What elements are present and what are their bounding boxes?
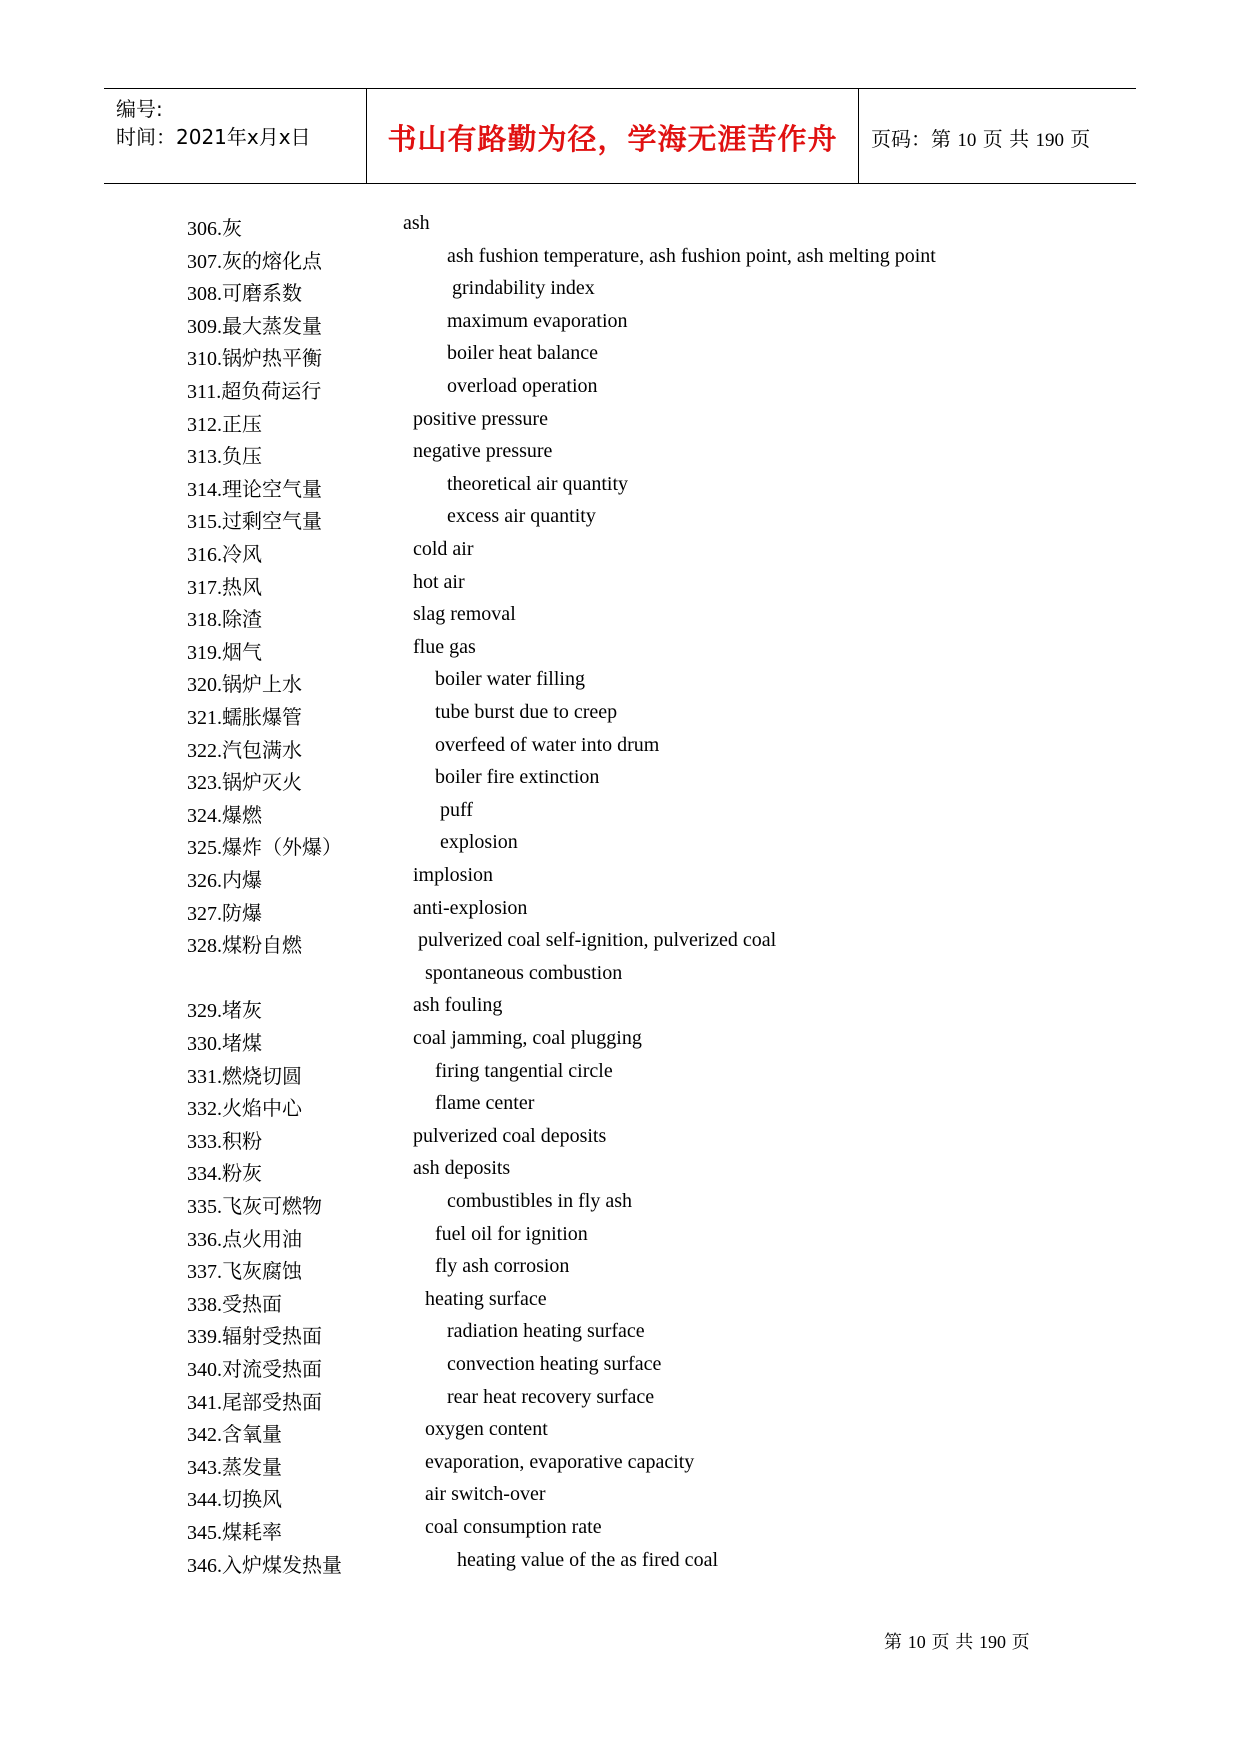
- entry-translation: convection heating surface: [447, 1353, 662, 1375]
- entry-term: 317.热风: [187, 576, 262, 599]
- entry-term: 332.火焰中心: [187, 1098, 302, 1121]
- entry-translation: overload operation: [447, 375, 598, 397]
- entry-translation: positive pressure: [413, 407, 548, 430]
- entry-translation: ash deposits: [413, 1157, 511, 1180]
- header-page-prefix: 页码：第: [871, 127, 951, 151]
- header-info-cell: [104, 89, 367, 183]
- entry-term: 340.对流受热面: [187, 1359, 322, 1381]
- entry-term: 335.飞灰可燃物: [187, 1196, 322, 1218]
- entry-translation: flue gas: [413, 635, 476, 658]
- entry-term: 322.汽包满水: [187, 739, 302, 762]
- glossary-entry: [0, 342, 1241, 374]
- entry-term: 339.辐射受热面: [187, 1326, 322, 1349]
- glossary-entry: [0, 1549, 1241, 1581]
- glossary-entry: [0, 897, 1241, 929]
- entry-translation: slag removal: [413, 603, 516, 626]
- entry-term: 336.点火用油: [187, 1228, 302, 1251]
- glossary-entry: [0, 1125, 1241, 1157]
- motto-text: 书山有路勤为径，学海无涯苦作舟: [387, 122, 838, 156]
- entry-term: 333.积粉: [187, 1130, 262, 1153]
- glossary-entry: [0, 1418, 1241, 1450]
- entry-translation: excess air quantity: [447, 505, 596, 528]
- entry-term: 325.爆炸（外爆）: [187, 837, 342, 860]
- entry-translation: hot air: [413, 570, 465, 593]
- glossary-entry: [0, 1157, 1241, 1189]
- glossary-entry: [0, 1190, 1241, 1222]
- glossary-entry: [0, 538, 1241, 570]
- glossary-entry: [0, 929, 1241, 961]
- entry-translation: air switch-over: [425, 1483, 546, 1506]
- entry-term: 310.锅炉热平衡: [187, 348, 322, 371]
- entry-translation: coal jamming, coal plugging: [413, 1027, 642, 1049]
- entry-term: 312.正压: [187, 413, 262, 436]
- serial-label: 编号:: [116, 97, 163, 121]
- glossary-entry: [0, 505, 1241, 537]
- entry-translation: negative pressure: [413, 440, 553, 463]
- entry-translation: combustibles in fly ash: [447, 1190, 632, 1212]
- entry-term: 343.蒸发量: [187, 1456, 282, 1479]
- entry-term: 316.冷风: [187, 544, 262, 566]
- entry-term: 342.含氧量: [187, 1424, 282, 1447]
- entry-translation: ash: [403, 212, 430, 234]
- glossary-entry: [0, 636, 1241, 668]
- glossary-entry: [0, 994, 1241, 1026]
- entry-translation: implosion: [413, 864, 494, 886]
- entry-translation: oxygen content: [425, 1418, 548, 1441]
- entry-term: 319.烟气: [187, 641, 262, 664]
- entry-term: 337.飞灰腐蚀: [187, 1261, 302, 1284]
- glossary-entry: [0, 799, 1241, 831]
- glossary-entry: [0, 1451, 1241, 1483]
- entry-term: 327.防爆: [187, 902, 262, 925]
- glossary-entry: [0, 1320, 1241, 1352]
- entry-term: 326.内爆: [187, 870, 262, 892]
- glossary-entry: [0, 310, 1241, 342]
- entry-translation: anti-explosion: [413, 896, 528, 919]
- entry-term: 323.锅炉灭火: [187, 772, 302, 795]
- entry-translation: rear heat recovery surface: [447, 1385, 655, 1408]
- glossary-entry: [0, 1386, 1241, 1418]
- glossary-entry: [0, 831, 1241, 863]
- entry-term: 334.粉灰: [187, 1163, 262, 1186]
- glossary-entry: [0, 212, 1241, 244]
- footer-page-number: 10: [907, 1632, 926, 1652]
- entry-translation: fly ash corrosion: [435, 1255, 570, 1278]
- entry-translation: radiation heating surface: [447, 1320, 645, 1343]
- page-header: [104, 88, 1136, 184]
- entry-translation: ash fouling: [413, 994, 503, 1017]
- glossary-entry: [0, 473, 1241, 505]
- entry-term: 307.灰的熔化点: [187, 250, 322, 273]
- glossary-entry: [0, 1516, 1241, 1548]
- entry-translation: boiler water filling: [435, 668, 585, 691]
- header-page-mid: 页 共: [982, 127, 1030, 151]
- entry-translation: ash fushion temperature, ash fushion point, ash melting point: [447, 244, 936, 267]
- entry-translation: coal consumption rate: [425, 1516, 602, 1538]
- footer-page-total: 190: [978, 1632, 1006, 1652]
- page-footer: [884, 1628, 1030, 1654]
- entry-translation: fuel oil for ignition: [435, 1222, 588, 1245]
- entry-translation: cold air: [413, 538, 474, 560]
- entry-term: 314.理论空气量: [187, 478, 322, 501]
- footer-prefix: 第: [884, 1632, 902, 1653]
- entry-term: 331.燃烧切圆: [187, 1065, 302, 1088]
- entry-term: 315.过剩空气量: [187, 511, 322, 534]
- footer-mid: 页 共: [931, 1632, 974, 1653]
- glossary-entry: [0, 962, 1241, 994]
- glossary-entry: [0, 701, 1241, 733]
- glossary-entry: [0, 1223, 1241, 1255]
- entry-term: 308.可磨系数: [187, 283, 302, 306]
- entry-translation: theoretical air quantity: [447, 472, 629, 495]
- entry-translation: heating surface: [425, 1287, 547, 1310]
- entry-translation: boiler heat balance: [447, 342, 599, 365]
- entry-term: 330.堵煤: [187, 1033, 262, 1055]
- glossary-entry: [0, 864, 1241, 896]
- footer-suffix: 页: [1011, 1632, 1030, 1653]
- entry-term: 318.除渣: [187, 609, 262, 632]
- entry-translation: puff: [440, 798, 473, 821]
- entry-translation: heating value of the as fired coal: [457, 1548, 718, 1571]
- header-page-total: 190: [1035, 130, 1064, 151]
- glossary-entry: [0, 1483, 1241, 1515]
- entry-translation: evaporation, evaporative capacity: [425, 1450, 695, 1473]
- entry-term: 338.受热面: [187, 1293, 282, 1316]
- entry-translation: firing tangential circle: [435, 1059, 613, 1082]
- glossary-entry: [0, 734, 1241, 766]
- glossary-entry: [0, 1288, 1241, 1320]
- header-page-number: 10: [957, 130, 977, 151]
- entry-translation: explosion: [440, 831, 518, 854]
- entry-term: 328.煤粉自燃: [187, 935, 302, 958]
- glossary-entry: [0, 766, 1241, 798]
- entry-term: 306.灰: [187, 218, 242, 240]
- entry-term: 313.负压: [187, 446, 262, 469]
- header-page-suffix: 页: [1070, 127, 1091, 151]
- glossary-entry: [0, 408, 1241, 440]
- glossary-entry: [0, 668, 1241, 700]
- header-motto-cell: [367, 89, 859, 183]
- glossary-entry: [0, 277, 1241, 309]
- entry-term: 329.堵灰: [187, 1000, 262, 1023]
- entry-translation: pulverized coal deposits: [413, 1124, 607, 1147]
- entry-translation: flame center: [435, 1092, 535, 1115]
- time-label: 时间：2021年x月x日: [116, 125, 311, 149]
- entry-term: 324.爆燃: [187, 804, 262, 827]
- entry-term: 311.超负荷运行: [187, 381, 322, 403]
- header-page-indicator: [871, 123, 1090, 152]
- entry-translation: spontaneous combustion: [425, 961, 623, 984]
- glossary-entry: [0, 1255, 1241, 1287]
- glossary-entry: [0, 571, 1241, 603]
- glossary-entry: [0, 245, 1241, 277]
- entry-term: 309.最大蒸发量: [187, 315, 322, 338]
- glossary-entry: [0, 375, 1241, 407]
- glossary-entry: [0, 603, 1241, 635]
- entry-term: 345.煤耗率: [187, 1522, 282, 1544]
- entry-term: 321.蠕胀爆管: [187, 707, 302, 729]
- entry-translation: tube burst due to creep: [435, 701, 618, 723]
- entry-translation: pulverized coal self-ignition, pulverized coal: [418, 929, 777, 952]
- glossary-entry: [0, 440, 1241, 472]
- entry-term: 346.入炉煤发热量: [187, 1554, 342, 1577]
- glossary-entry: [0, 1092, 1241, 1124]
- entry-translation: overfeed of water into drum: [435, 733, 660, 756]
- glossary-entry: [0, 1353, 1241, 1385]
- glossary-entry: [0, 1027, 1241, 1059]
- entry-translation: grindability index: [452, 277, 595, 300]
- glossary-entry: [0, 1060, 1241, 1092]
- header-page-cell: [859, 89, 1136, 183]
- entry-term: 320.锅炉上水: [187, 674, 302, 697]
- entry-term: 344.切换风: [187, 1489, 282, 1512]
- entry-translation: boiler fire extinction: [435, 766, 600, 789]
- entry-term: 341.尾部受热面: [187, 1391, 322, 1414]
- entry-translation: maximum evaporation: [447, 309, 628, 332]
